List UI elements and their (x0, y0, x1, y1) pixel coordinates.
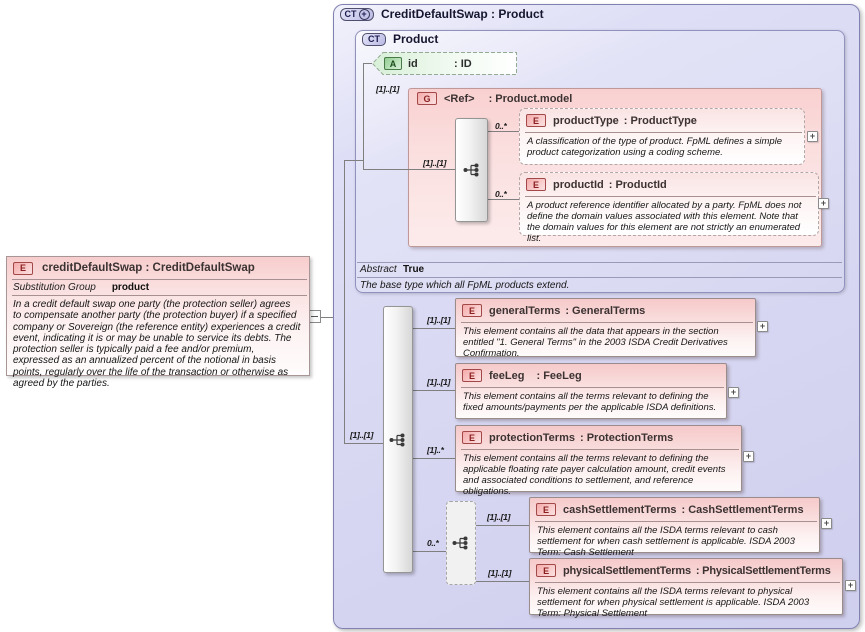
element-name: feeLeg (489, 369, 525, 382)
cardinality-physicalsettlementterms: [1]..[1] (488, 568, 512, 578)
element-badge: E (462, 431, 482, 444)
expand-button-cashsettlementterms[interactable]: + (821, 518, 832, 529)
element-badge: E (13, 262, 33, 275)
element-type: : GeneralTerms (565, 304, 646, 317)
connector-line (476, 581, 529, 582)
connector-line (413, 551, 446, 552)
element-doc: This element contains all the ISDA terms relevant to physical settlement for when physical settlement is applicable. ISDA 2003 Term: Physical Settlement (537, 586, 810, 619)
element-name: physicalSettlementTerms (563, 564, 691, 577)
sequence-icon (463, 163, 481, 177)
element-type: : CashSettlementTerms (681, 503, 804, 516)
outer-title-bar (340, 7, 544, 21)
attribute-id[interactable] (384, 57, 472, 70)
derivation-plus-icon: + (359, 9, 370, 20)
cardinality-settlement-choice: 0..* (427, 538, 439, 548)
substitution-group-label: Substitution Group (13, 282, 96, 293)
sequence-compositor[interactable] (455, 118, 488, 222)
connector-line (363, 63, 372, 64)
element-badge: E (462, 369, 482, 382)
product-title: Product (393, 32, 439, 46)
element-type: : ProtectionTerms (579, 431, 674, 444)
element-box-feeleg[interactable] (455, 363, 727, 419)
element-box-producttype[interactable] (519, 108, 805, 165)
element-doc: A product reference identifier allocated by a party. FpML does not define the domain values associated with this element. Note that the domain values for this element are not strictly an enumerated list. (527, 200, 802, 244)
element-badge: E (526, 114, 546, 127)
element-title (520, 109, 804, 132)
cardinality-productid: 0..* (495, 189, 507, 199)
connector-line (413, 390, 455, 391)
complextype-badge: CT (362, 33, 386, 46)
product-title-bar (362, 32, 438, 46)
complextype-derived-badge (340, 8, 374, 21)
connector-line (476, 525, 529, 526)
element-box-creditdefaultswap[interactable] (6, 256, 310, 390)
element-doc: This element contains all the terms relevant to defining the applicable floating rate payer calculation amount, credit events and associated conditions to settlement, and reference obligations. (463, 453, 726, 497)
divider (357, 262, 842, 263)
element-title (456, 364, 726, 387)
connector-line (413, 328, 455, 329)
element-box-generalterms[interactable] (455, 298, 756, 357)
abstract-value: True (403, 264, 425, 275)
element-name: cashSettlementTerms (563, 503, 677, 516)
element-box-productid[interactable] (519, 172, 819, 244)
element-box-physicalsettlementterms[interactable] (529, 558, 843, 619)
connector-line (488, 131, 519, 132)
element-doc: In a credit default swap one party (the protection seller) agrees to compensate another party (the protection buyer) if a specified company or Sovereign (the reference entity) experiences a credit event, indicating it is or may be unable to service its debts. The protection seller is typically paid a fee and/or premium, expressed as an annualized percent of the notional in basis points, regularly over the life of the transaction or otherwise as agreed by the parties. (13, 299, 301, 390)
connector-line (413, 458, 455, 459)
cardinality-cashsettlementterms: [1]..[1] (487, 512, 511, 522)
cardinality-protectionterms: [1]..* (427, 445, 444, 455)
cardinality-group-sequence: [1]..[1] (423, 158, 447, 168)
connector-line (363, 169, 455, 170)
outer-title: CreditDefaultSwap : Product (381, 7, 544, 21)
expand-button-protectionterms[interactable]: + (743, 451, 754, 462)
abstract-label: Abstract (360, 264, 397, 275)
connector-line (363, 63, 364, 170)
cardinality-group-ref: [1]..[1] (376, 84, 400, 94)
attribute-type: : ID (454, 57, 472, 70)
element-name: productType (553, 114, 619, 127)
element-title (530, 498, 819, 521)
expand-button-feeleg[interactable]: + (728, 387, 739, 398)
divider (357, 277, 842, 278)
element-type: : ProductId (608, 178, 667, 191)
connector-line (344, 443, 383, 444)
optional-sequence-compositor[interactable] (446, 501, 476, 585)
product-note: The base type which all FpML products extend. (360, 280, 570, 291)
group-badge: G (417, 92, 437, 105)
cardinality-producttype: 0..* (495, 121, 507, 131)
element-title (456, 299, 755, 322)
element-type: : FeeLeg (536, 369, 582, 382)
connector-line (344, 160, 363, 161)
group-type: : Product.model (488, 92, 573, 105)
element-title (456, 426, 741, 449)
sequence-icon (452, 536, 470, 550)
element-title (530, 559, 842, 582)
element-badge: E (462, 304, 482, 317)
element-title (7, 257, 309, 279)
cardinality-feeleg: [1]..[1] (427, 377, 451, 387)
element-doc: This element contains all the data that appears in the section entitled "1. General Terms" in the 2003 ISDA Credit Derivatives Confirmation. (463, 326, 728, 359)
element-badge: E (526, 178, 546, 191)
expand-button-producttype[interactable]: + (807, 131, 818, 142)
element-title (520, 173, 818, 196)
element-doc: A classification of the type of product. FpML defines a simple product categorization using a coding scheme. (527, 136, 783, 158)
group-ref-title[interactable] (417, 92, 572, 105)
element-doc: This element contains all the terms relevant to defining the fixed amounts/payments per the applicable ISDA definitions. (463, 391, 717, 413)
element-type: : ProductType (623, 114, 697, 127)
collapse-handle-icon (311, 316, 318, 317)
element-box-protectionterms[interactable] (455, 425, 742, 497)
substitution-group-value: product (111, 282, 150, 293)
element-box-cashsettlementterms[interactable] (529, 497, 820, 558)
substitution-group-row (7, 280, 309, 295)
sequence-icon (389, 433, 407, 447)
element-name: generalTerms (489, 304, 561, 317)
expand-button-generalterms[interactable]: + (757, 321, 768, 332)
group-name: <Ref> (444, 92, 475, 105)
element-type: : PhysicalSettlementTerms (695, 564, 831, 577)
expand-button-productid[interactable]: + (818, 198, 829, 209)
attribute-badge: A (384, 57, 402, 70)
complextype-badge-label: CT (344, 9, 357, 19)
element-badge: E (536, 564, 556, 577)
element-name: productId (553, 178, 604, 191)
attribute-name: id (408, 57, 418, 70)
element-badge: E (536, 503, 556, 516)
expand-button-physicalsettlementterms[interactable]: + (845, 580, 856, 591)
element-name: protectionTerms (489, 431, 575, 444)
cardinality-main-sequence: [1]..[1] (350, 430, 374, 440)
connector-line (488, 199, 519, 200)
cardinality-generalterms: [1]..[1] (427, 315, 451, 325)
element-doc: This element contains all the ISDA terms relevant to cash settlement for when cash settlement is applicable. ISDA 2003 Term: Cash Settlement (537, 525, 795, 558)
main-sequence-compositor[interactable] (383, 306, 413, 573)
connector-line (344, 160, 345, 443)
element-name: creditDefaultSwap : CreditDefaultSwap (42, 262, 255, 274)
